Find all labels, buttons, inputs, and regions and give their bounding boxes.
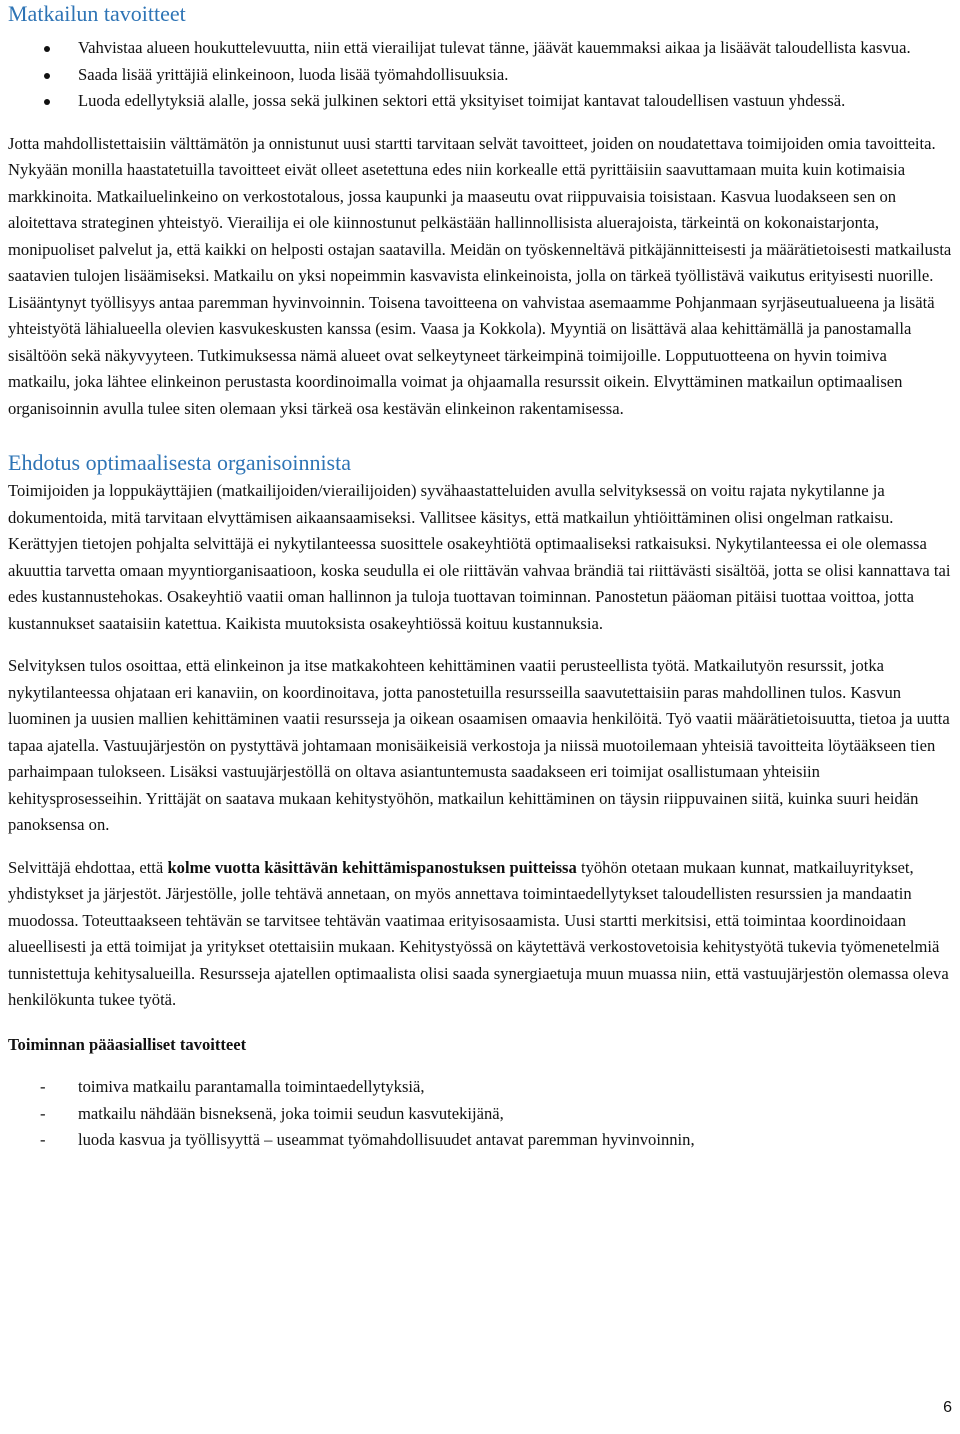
bullet-text: Saada lisää yrittäjiä elinkeinoon, luoda lisää työmahdollisuuksia. <box>78 64 509 84</box>
bullet-item <box>8 88 953 115</box>
suggestion-bold-text: kolme vuotta käsittävän kehittämispanostuksen puitteissa <box>167 857 577 877</box>
goals-subheading: Toiminnan pääasialliset tavoitteet <box>8 1034 247 1054</box>
dash-marker: - <box>40 1130 46 1149</box>
paragraph-suggestion <box>8 855 953 1014</box>
dash-item <box>8 1127 953 1154</box>
page-number: 6 <box>943 1399 952 1416</box>
bullet-dot-icon <box>44 46 50 52</box>
dash-item <box>8 1101 953 1128</box>
bullet-text: Luoda edellytyksiä alalle, jossa sekä julkinen sektori että yksityiset toimijat kantavat taloudellisen vastuun yhdessä. <box>78 91 846 110</box>
dash-marker: - <box>40 1103 46 1123</box>
dash-text: toimiva matkailu parantamalla toimintaedellytyksiä, <box>78 1077 425 1096</box>
dash-marker: - <box>40 1077 46 1096</box>
goals-bullet-list <box>8 35 953 115</box>
section-heading-tavoitteet: Matkailun tavoitteet <box>8 1 186 26</box>
objectives-dash-list <box>8 1074 953 1154</box>
document-page <box>8 0 953 1154</box>
bullet-item <box>8 35 953 62</box>
paragraph-proposal: Toimijoiden ja loppukäyttäjien (matkailijoiden/vierailijoiden) syvähaastatteluiden avulla selvityksessä on voitu rajata nykytilanne ja dokumentoida, mitä tarvitaan elvyttämisen aikaansaamiseksi. Vallitsee käsitys, että matkailun yhtiöittäminen olisi ongelman ratkaisu. Kerättyjen tietojen pohjalta selvittäjä ei nykytilanteessa suosittele osakeyhtiötä optimaaliseksi ratkaisuksi. Nykytilanteessa ei ole olemassa akuuttia tarvetta omaan myyntiorganisaatioon, koska seudulla ei ole riittävän vahvaa brändiä tai riittävästi sisältöä, jotta se olisi kannattava tai edes kustannustehokas. Osakeyhtiö vaatii oman hallinnon ja tuloja tuottavan toiminnan. Panostetun pääoman pitäisi tuottaa voittoa, jotta kustannukset saataisiin katettua. Kaikista muutoksista osakeyhtiössä koituu kustannuksia. <box>8 481 951 633</box>
bullet-dot-icon <box>44 99 50 105</box>
dash-text: luoda kasvua ja työllisyyttä – useammat työmahdollisuudet antavat paremman hyvinvoinnin, <box>78 1130 695 1149</box>
bullet-dot-icon <box>44 73 50 79</box>
suggestion-text-end: työhön otetaan mukaan kunnat, matkailuyritykset, yhdistykset ja järjestöt. Järjestölle, jolle tehtävä annetaan, on myös annettava toimintaedellytykset taloudellisten resurssien ja mandaatin muodossa. Toteuttaakseen tehtävän se tarvitsee tehtävän vaatimaa erityisosaamista. Uusi startti merkitsisi, että toimintaa koordinoidaan alueellisesti ja että toimijat ja yritykset otettaisiin mukaan. Kehitystyössä on käytettävä verkostovetoisia kehitystyötä tukevia työmenetelmiä tunnistettuja kehitysalueilla. Resursseja ajatellen optimaalista olisi saada synergiaetuja muun muassa niin, että vastuujärjestön olemassa oleva henkilökunta tukee työtä. <box>8 857 949 1009</box>
suggestion-text-start: Selvittäjä ehdottaa, että <box>8 857 168 877</box>
section-heading-ehdotus: Ehdotus optimaalisesta organisoinnista <box>8 450 351 475</box>
dash-text: matkailu nähdään bisneksenä, joka toimii seudun kasvutekijänä, <box>78 1103 504 1123</box>
bullet-text: Vahvistaa alueen houkuttelevuutta, niin että vierailijat tulevat tänne, jäävät kauemmaksi aikaa ja lisäävät taloudellista kasvua. <box>78 38 911 57</box>
paragraph-intro: Jotta mahdollistettaisiin välttämätön ja onnistunut uusi startti tarvitaan selvät tavoitteet, joiden on noudatettava toimijoiden omia tavoitteita. Nykyään monilla haastatetuilla tavoitteet eivät olleet asetettuna edes niin korkealle että pyrittäisiin saavuttamaan muita kuin kotimaisia markkinoita. Matkailuelinkeino on verkostotalous, jossa kaupunki ja maaseutu ovat riippuvaisia toisistaan. Kasvua luodakseen sen on aloitettava strateginen yhteistyö. Vierailija ei ole kiinnostunut pelkästään hallinnollisista aluerajoista, tärkeintä on kokonaistarjonta, monipuoliset palvelut ja, että kaikki on helposti ostajan saatavilla. Meidän on työskenneltävä pitkäjännitteisesti ja määrätietoisesti matkailusta saatavien tulojen lisäämiseksi. Matkailu on yksi nopeimmin kasvavista elinkeinoista, jolla on tärkeä työllistävä vaikutus erityisesti nuorille. Lisääntynyt työllisyys antaa paremman hyvinvoinnin. Toisena tavoitteena on vahvistaa asemaamme Pohjanmaan syrjäseutualueena ja lisätä yhteistyötä lähialueella olevien kasvukeskusten kanssa (esim. Vaasa ja Kokkola). Myyntiä on lisättävä alaa kehittämällä ja panostamalla sisältöön sekä näkyvyyteen. Tutkimuksessa nämä alueet ovat selkeytyneet tärkeimpinä toimijoille. Lopputuotteena on hyvin toimiva matkailu, joka lähtee elinkeinon perustasta koordinoimalla voimat ja ohjaamalla resurssit oikein. Elvyttäminen matkailun optimaalisen organisoinnin avulla tulee siten olemaan yksi tärkeä osa kestävän elinkeinon rakentamisessa. <box>8 133 952 418</box>
bullet-item <box>8 62 953 89</box>
paragraph-result: Selvityksen tulos osoittaa, että elinkeinon ja itse matkakohteen kehittäminen vaatii perusteellista työtä. Matkailutyön resurssit, jotka nykytilanteessa ohjataan eri kanaviin, on koordinoitava, jotta panostetuilla resursseilla saavutettaisiin paras mahdollinen tulos. Kasvun luominen ja uusien mallien kehittäminen vaatii resursseja ja oikean osaamisen omaavia henkilöitä. Työ vaatii määrätietoisuutta, tietoa ja uutta tapaa ajatella. Vastuujärjestön on pystyttävä johtamaan monisäikeisiä verkostoja ja niissä muotoilemaan yhteisiä tavoitteita löytääkseen tien parhaimpaan tulokseen. Lisäksi vastuujärjestöllä on oltava asiantuntemusta saadakseen eri toimijat osallistumaan yhteisiin kehitysprosesseihin. Yrittäjät on saatava mukaan kehitystyöhön, matkailun kehittäminen on täysin riippuvainen siitä, kuinka suuri heidän panoksensa on. <box>8 656 950 834</box>
dash-item <box>8 1074 953 1101</box>
